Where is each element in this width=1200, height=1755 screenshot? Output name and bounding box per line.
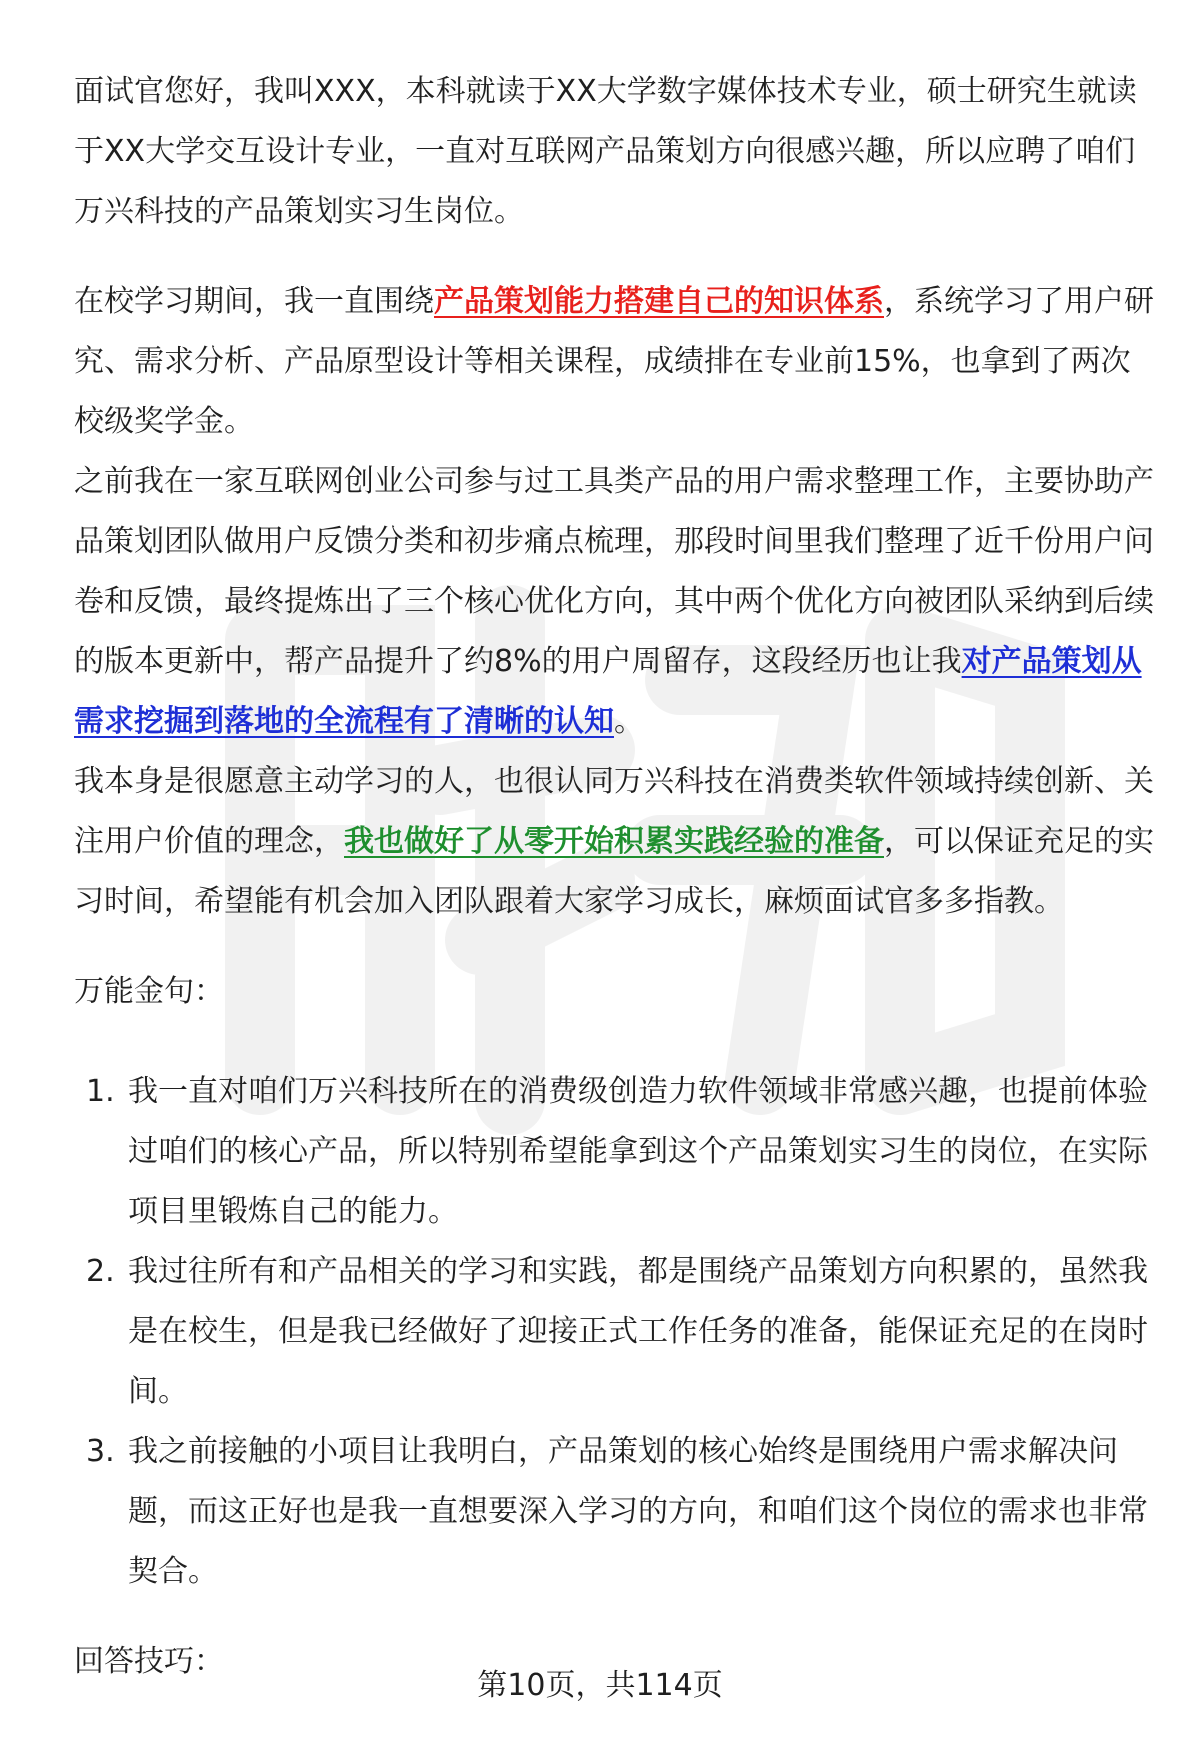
experience-text-end: 。 (614, 704, 644, 739)
list-item-text: 我之前接触的小项目让我明白，产品策划的核心始终是围绕用户需求解决问题，而这正好也是我一直想要深入学习的方向，和咱们这个岗位的需求也非常契合。 (128, 1434, 1148, 1589)
motivation-paragraph (74, 752, 1154, 932)
study-text: 在校学习期间，我一直围绕 (74, 284, 434, 319)
experience-text: 之前我在一家互联网创业公司参与过工具类产品的用户需求整理工作，主要协助产品策划团队做用户反馈分类和初步痛点梳理，那段时间里我们整理了近千份用户问卷和反馈，最终提炼出了三个核心优化方向，其中两个优化方向被团队采纳到后续的版本更新中，帮产品提升了约8%的用户周留存，这段经历也让我 (74, 464, 1154, 679)
motivation-text-end: ，可以保证充足的实习时间，希望能有机会加入团队跟着大家学习成长，麻烦面试官多多指教。 (74, 824, 1154, 919)
page-footer: 第10页，共114页 (477, 1668, 723, 1703)
golden-quotes-heading: 万能金句： (74, 974, 224, 1009)
list-item-text: 我一直对咱们万兴科技所在的消费级创造力软件领域非常感兴趣，也提前体验过咱们的核心产品，所以特别希望能拿到这个产品策划实习生的岗位，在实际项目里锻炼自己的能力。 (128, 1074, 1148, 1229)
study-highlight: 产品策划能力搭建自己的知识体系 (434, 284, 884, 319)
study-text-end: ，系统学习了用户研究、需求分析、产品原型设计等相关课程，成绩排在专业前15%，也拿到了两次校级奖学金。 (74, 284, 1154, 439)
list-item (74, 1422, 1154, 1602)
motivation-text: 我本身是很愿意主动学习的人，也很认同万兴科技在消费类软件领域持续创新、关注用户价值的理念， (74, 764, 1154, 859)
tips-heading: 回答技巧： (74, 1644, 224, 1679)
list-item (74, 1242, 1154, 1422)
list-number: 2. (86, 1254, 115, 1289)
motivation-highlight: 我也做好了从零开始积累实践经验的准备 (344, 824, 884, 859)
list-number: 1. (86, 1074, 115, 1109)
list-number: 3. (86, 1434, 115, 1469)
experience-highlight: 对产品策划从需求挖掘到落地的全流程有了清晰的认知 (74, 644, 1142, 739)
document-body (74, 62, 1154, 1692)
list-item-text: 我过往所有和产品相关的学习和实践，都是围绕产品策划方向积累的，虽然我是在校生，但是我已经做好了迎接正式工作任务的准备，能保证充足的在岗时间。 (128, 1254, 1148, 1409)
experience-paragraph (74, 452, 1154, 752)
intro-paragraph: 面试官您好，我叫XXX，本科就读于XX大学数字媒体技术专业，硕士研究生就读于XX大学交互设计专业，一直对互联网产品策划方向很感兴趣，所以应聘了咱们万兴科技的产品策划实习生岗位。 (74, 74, 1137, 229)
list-item (74, 1062, 1154, 1242)
golden-quotes-list (74, 1062, 1154, 1602)
study-paragraph (74, 272, 1154, 452)
